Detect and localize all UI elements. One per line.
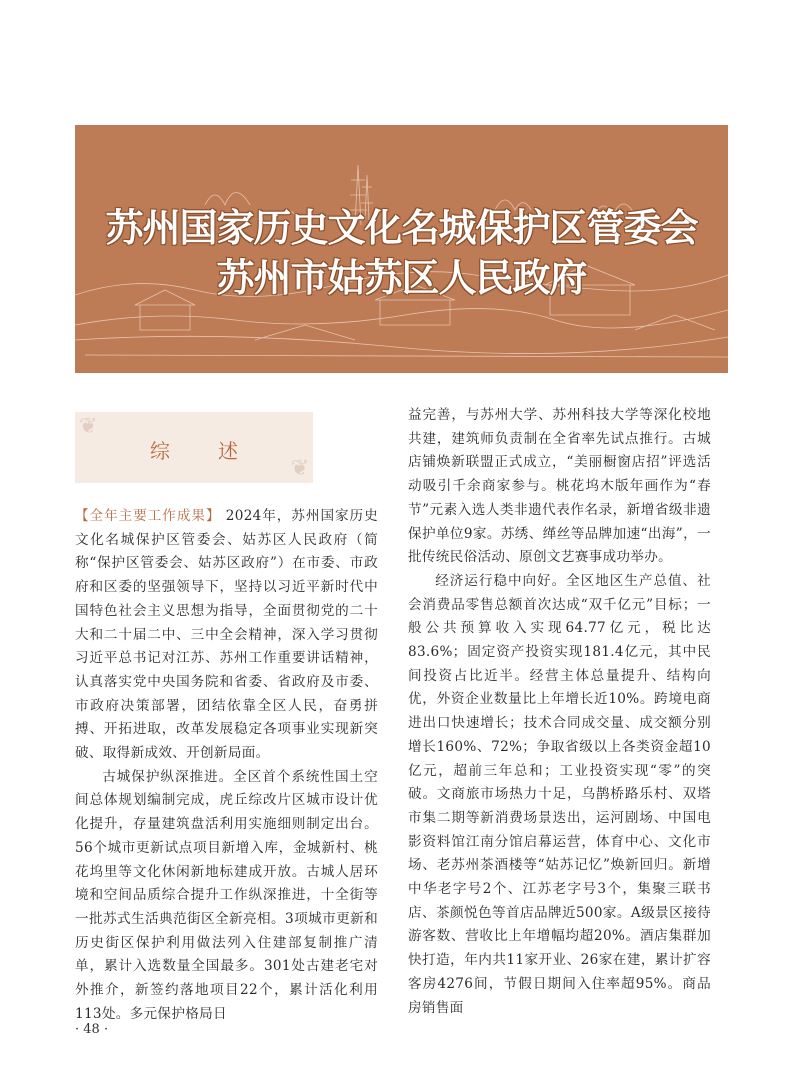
corner-ornament-icon: ❦ — [290, 456, 309, 481]
section-heading: 综 述 — [150, 439, 252, 463]
section-heading-box — [75, 412, 313, 483]
banner-title-line1: 苏州国家历史文化名城保护区管委会 — [105, 205, 698, 250]
key-achievements-label: 【全年主要工作成果】 — [75, 508, 221, 524]
paragraph-summary — [75, 505, 378, 766]
paragraph-text: 2024年，苏州国家历史文化名城保护区管委会、姑苏区人民政府（简称“保护区管委会、姑苏区政府”）在市委、市政府和区委的坚强领导下，坚持以习近平新时代中国特色社会主义思想为指导，全面贯彻党的二十大和二十届二中、三中全会精神，深入学习贯彻习近平总书记对江苏、苏州工作重要讲话精神，认真落实党中央国务院和省委、省政府及市委、市政府决策部署，团结依靠全区人民，奋勇拼搏、开拓进取，改革发展稳定各项事业实现新突破、取得新成效、开创新局面。 — [75, 508, 378, 762]
banner-title-line2: 苏州市姑苏区人民政府 — [216, 255, 587, 300]
paragraph-continuation: 益完善，与苏州大学、苏州科技大学等深化校地共建，建筑师负责制在全省率先试点推行。古城店铺焕新联盟正式成立，“美丽橱窗店招”评选活动吸引千余商家参与。桃花坞木版年画作为“春节”元素入选人类非遗代表作名录，新增省级非遗保护单位9家。苏绣、缂丝等品牌加速“出海”，一批传统民俗活动、原创文艺赛事成功举办。 — [408, 407, 711, 566]
paragraph-economy: 经济运行稳中向好。全区地区生产总值、社会消费品零售总额首次达成“双千亿元”目标；一般公共预算收入实现64.77亿元，税比达83.6%；固定资产投资实现181.4亿元，其中民间投资占比近半。经营主体总量提升、结构向优，外资企业数量比上年增长近10%。跨境电商进出口快速增长；技术合同成交量、成交额分别增长160%、72%；争取省级以上各类资金超10亿元，超前三年总和；工业投资实现“零”的突破。文商旅市场热力十足，乌鹊桥路乐村、双塔市集二期等新消费场景迭出，运河剧场、中国电影资料馆江南分馆启幕运营，体育中心、文化市场、老苏州茶酒楼等“姑苏记忆”焕新回归。新增中华老字号2个、江苏老字号3个，集聚三联书店、茶颜悦色等首店品牌近500家。A级景区接待游客数、营收比上年增幅均超20%。酒店集群加快打造，年内共11家开业、26家在建，累计扩容客房4276间，节假日期间入住率超95%。商品房销售面 — [408, 572, 711, 1016]
corner-ornament-icon: ❦ — [79, 414, 98, 439]
left-column — [75, 505, 378, 1026]
right-column — [408, 404, 711, 1020]
paragraph-old-city-protection: 古城保护纵深推进。全区首个系统性国土空间总体规划编制完成，虎丘综改片区城市设计优化提升，存量建筑盘活利用实施细则制定出台。56个城市更新试点项目新增入库，金城新村、桃花坞里等文化休闲新地标建成开放。古城人居环境和空间品质综合提升工作纵深推进，十全街等一批苏式生活典范街区全新亮相。3项城市更新和历史街区保护利用做法列入住建部复制推广清单，累计入选数量全国最多。301处古建老宅对外推介，新签约落地项目22个，累计活化利用113处。多元保护格局日 — [75, 768, 378, 1022]
header-banner — [75, 125, 728, 373]
page-number: · 48 · — [75, 1022, 109, 1037]
